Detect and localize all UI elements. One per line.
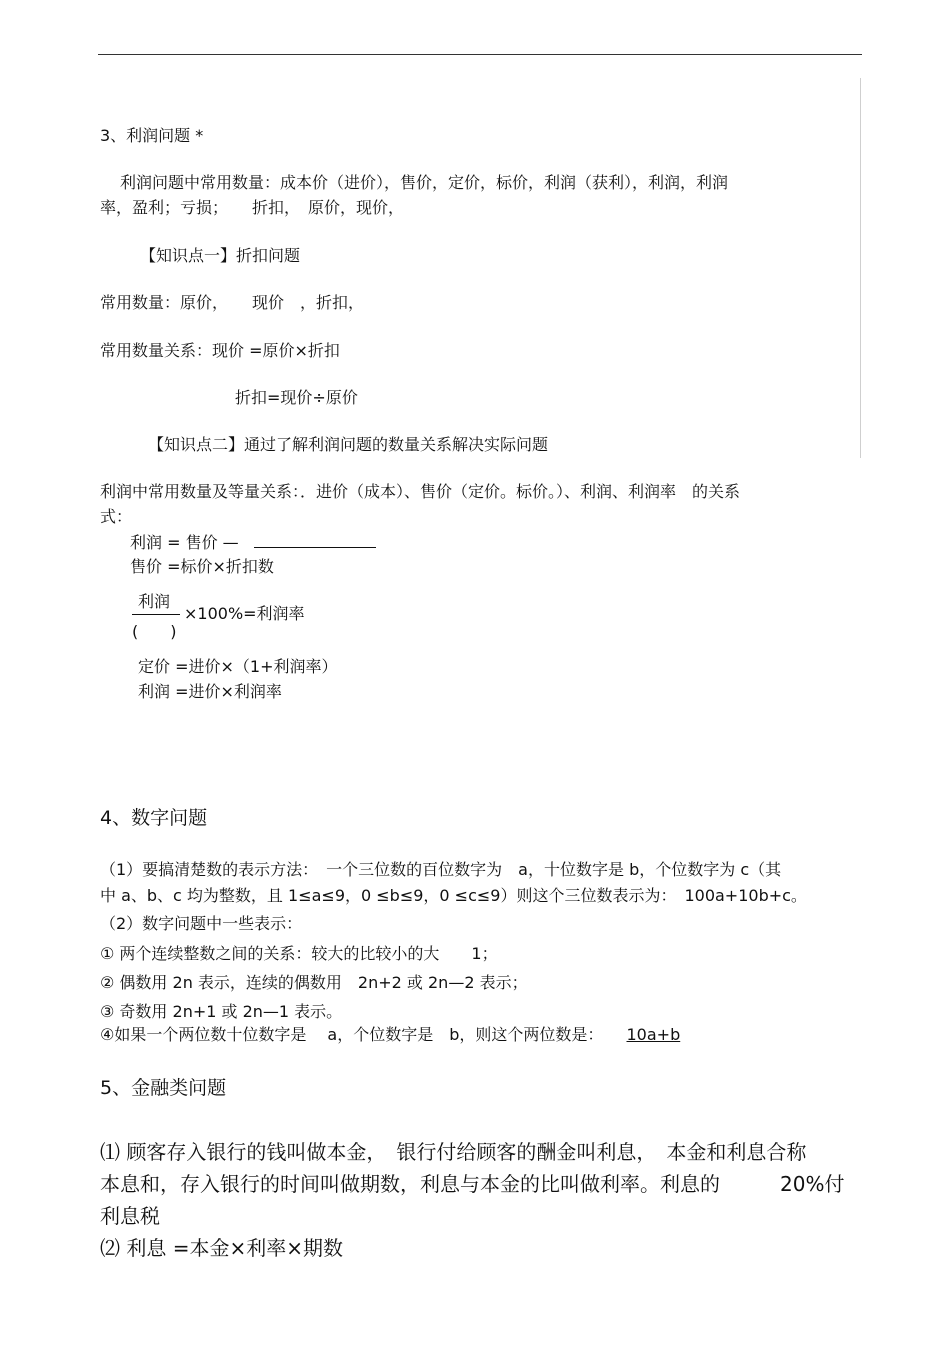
sec3-intro-line2: 率，盈利；亏损； 折扣， 原价，现价， (100, 198, 405, 217)
sec4-p2: （2）数字问题中一些表示： (100, 914, 303, 933)
common-quantities: 常用数量：原价， 现价 ，折扣， (100, 293, 365, 312)
sec5-p1-line1: ⑴ 顾客存入银行的钱叫做本金， 银行付给顾客的酬金叫利息， 本金和利息合称 (100, 1140, 807, 1164)
section-3-title: 3、利润问题 * (100, 126, 204, 145)
quantity-relation-1: 常用数量关系：现价 =原价×折扣 (100, 341, 340, 360)
sec4-item-4-answer: 10a+b (626, 1025, 681, 1044)
sec4-item-2: ② 偶数用 2n 表示，连续的偶数用 2n+2 或 2n—2 表示； (100, 973, 528, 992)
sec3-intro-line1: 利润问题中常用数量：成本价（进价），售价，定价，标价，利润（获利），利润，利润 (120, 173, 729, 192)
knowledge-point-1: 【知识点一】折扣问题 (140, 246, 301, 265)
formula-fixed-price: 定价 =进价×（1+利润率） (138, 657, 338, 676)
sec5-p2: ⑵ 利息 =本金×利率×期数 (100, 1236, 343, 1260)
fraction-bar (132, 614, 180, 615)
fraction-rhs: ×100%=利润率 (184, 604, 305, 623)
sec5-p1-line2: 本息和，存入银行的时间叫做期数，利息与本金的比叫做利率。利息的 20%付 (100, 1172, 845, 1196)
answer-blank (254, 533, 376, 548)
section-4-title: 4、数字问题 (100, 807, 208, 829)
quantity-relation-2: 折扣=现价÷原价 (235, 388, 358, 407)
formula-selling-price: 售价 =标价×折扣数 (130, 557, 274, 576)
fraction-denominator: ( ) (132, 622, 177, 641)
sec4-item-4 (100, 1025, 680, 1045)
equation-intro-line2: 式： (100, 507, 133, 526)
sec4-item-1: ① 两个连续整数之间的关系：较大的比较小的大 1； (100, 944, 498, 963)
header-rule (98, 54, 862, 55)
equation-intro-line1: 利润中常用数量及等量关系：．进价（成本）、售价（定价。标价。）、利润、利润率 的关系 (100, 482, 741, 501)
sec5-p1-line3: 利息税 (100, 1204, 160, 1228)
fraction-numerator: 利润 (138, 592, 171, 611)
formula-profit-rate: 利润 =进价×利润率 (138, 682, 282, 701)
sec4-p1-line1: （1）要搞清楚数的表示方法： 一个三位数的百位数字为 a，十位数字是 b，个位数字为 c（其 (100, 860, 782, 879)
margin-rule (860, 78, 861, 458)
knowledge-point-2: 【知识点二】通过了解利润问题的数量关系解决实际问题 (148, 435, 549, 454)
sec4-item-4-text: ④如果一个两位数十位数字是 a，个位数字是 b，则这个两位数是： (100, 1025, 604, 1044)
sec4-p1-line2: 中 a、b、c 均为整数，且 1≤a≤9，0 ≤b≤9，0 ≤c≤9）则这个三位数表示为： 100a+10b+c。 (100, 886, 807, 905)
formula-profit (130, 533, 376, 553)
formula-profit-text: 利润 = 售价 — (130, 533, 239, 552)
sec4-item-3: ③ 奇数用 2n+1 或 2n—1 表示。 (100, 1002, 343, 1021)
section-5-title: 5、金融类问题 (100, 1077, 227, 1099)
